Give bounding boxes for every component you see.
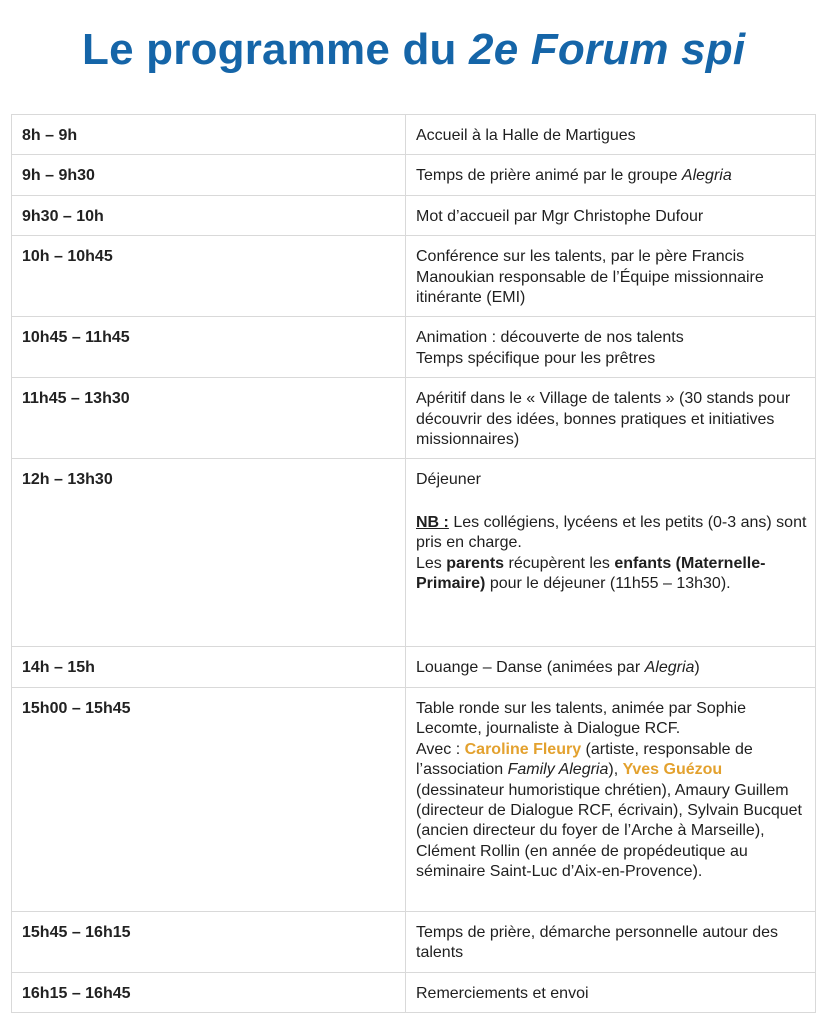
group-name: Alegria [681, 167, 732, 185]
table-row [12, 647, 816, 687]
page-title-main: Le programme du [82, 25, 470, 74]
table-row [12, 687, 816, 911]
description-text: Louange – Danse (animées par [416, 659, 645, 677]
description-text: Temps de prière, démarche personnelle autour des talents [416, 923, 778, 962]
description-text: Temps de prière animé par le groupe [416, 167, 682, 185]
description-text: Conférence sur les talents, par le père Francis Manoukian responsable de l’Équipe missionnaire itinérante (EMI) [416, 248, 764, 307]
description-text: Mot d’accueil par Mgr Christophe Dufour [416, 207, 704, 225]
description-text: Déjeuner [416, 471, 481, 489]
table-row [12, 459, 816, 647]
description-cell [406, 317, 816, 378]
program-table [11, 114, 816, 1013]
description-text: Accueil à la Halle de Martigues [416, 127, 636, 144]
description-cell [406, 459, 816, 647]
description-text: Les [416, 554, 447, 572]
description-text: Remerciements et envoi [416, 984, 589, 1002]
time-cell: 9h – 9h30 [12, 155, 406, 195]
page-title-italic: 2e Forum spi [469, 25, 746, 74]
speaker-name: Yves Guézou [622, 761, 723, 779]
group-name: Alegria [644, 659, 695, 677]
time-cell: 14h – 15h [12, 647, 406, 687]
description-text: Avec : [416, 740, 465, 758]
speaker-name: Caroline Fleury [464, 740, 582, 758]
description-cell [406, 972, 816, 1012]
spacer [416, 491, 807, 513]
description-cell [406, 155, 816, 195]
description-cell [406, 378, 816, 459]
time-cell: 12h – 13h30 [12, 459, 406, 647]
time-cell: 10h45 – 11h45 [12, 317, 406, 378]
time-cell: 8h – 9h [12, 115, 406, 155]
table-row [12, 378, 816, 459]
description-text: Table ronde sur les talents, animée par Sophie Lecomte, journaliste à Dialogue RCF. [416, 699, 746, 738]
time-cell: 10h – 10h45 [12, 236, 406, 317]
nb-label: NB : [416, 513, 449, 531]
table-row [12, 115, 816, 155]
description-text: pour le déjeuner (11h55 – 13h30). [485, 575, 731, 593]
page-title [82, 22, 745, 78]
association-name: Family Alegria [507, 761, 609, 779]
description-text: Les collégiens, lycéens et les petits (0-3 ans) sont pris en charge. [416, 513, 807, 552]
description-text: ), [608, 761, 623, 779]
time-cell: 9h30 – 10h [12, 195, 406, 235]
table-row [12, 195, 816, 235]
time-cell: 16h15 – 16h45 [12, 972, 406, 1012]
description-text: ) [694, 659, 700, 677]
description-cell [406, 687, 816, 911]
description-cell [406, 647, 816, 687]
description-text: Temps spécifique pour les prêtres [416, 349, 656, 367]
time-cell: 11h45 – 13h30 [12, 378, 406, 459]
table-row [12, 155, 816, 195]
description-cell [406, 115, 816, 155]
bold-text: enfants (Maternelle-Primaire) [416, 554, 766, 593]
time-cell: 15h00 – 15h45 [12, 687, 406, 911]
description-cell [406, 236, 816, 317]
bold-text: parents [446, 554, 505, 572]
description-cell [406, 195, 816, 235]
description-text: Animation : découverte de nos talents [416, 329, 684, 347]
table-row [12, 911, 816, 972]
description-text: Apéritif dans le « Village de talents » (30 stands pour découvrir des idées, bonnes pratiques et initiatives missionnaires) [416, 390, 791, 449]
description-text: (artiste, responsable de l’association [416, 740, 753, 779]
description-text: (dessinateur humoristique chrétien), Amaury Guillem (directeur de Dialogue RCF, écrivain), Sylvain Bucquet (ancien directeur du foyer de l’Arche à Marseille), Clément Rollin (en année de propédeutique au séminaire Saint-Luc d’Aix-en-Provence). [416, 781, 802, 881]
table-row [12, 236, 816, 317]
time-cell: 15h45 – 16h15 [12, 911, 406, 972]
table-row [12, 317, 816, 378]
description-cell [406, 911, 816, 972]
table-row [12, 972, 816, 1012]
description-text: récupèrent les [504, 554, 615, 572]
